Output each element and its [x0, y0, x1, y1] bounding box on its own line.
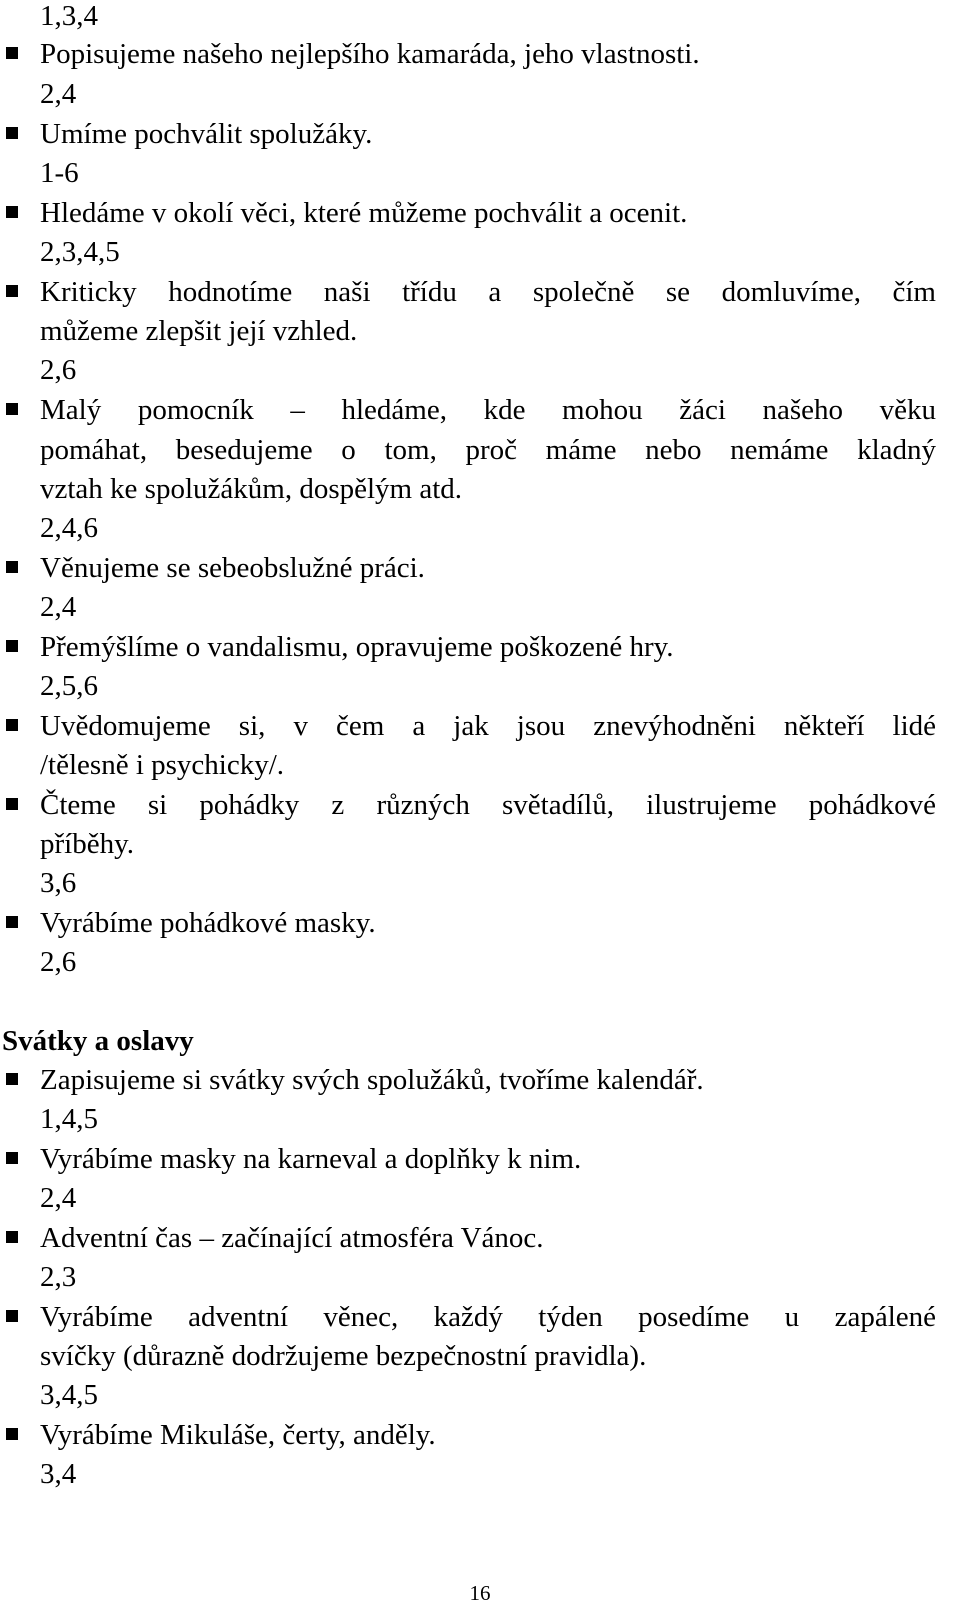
list-item: Přemýšlíme o vandalismu, opravujeme poškozené hry.	[40, 627, 936, 667]
square-bullet-icon	[6, 1428, 18, 1440]
competence-code: 2,6	[40, 354, 77, 386]
list-item: Uvědomujeme si, v čem a jak jsou znevýhodněni někteří lidé	[40, 706, 936, 746]
list-item: Čteme si pohádky z různých světadílů, ilustrujeme pohádkové	[40, 785, 936, 825]
competence-code: 3,4	[40, 1458, 77, 1490]
competence-code: 2,4,6	[40, 512, 98, 544]
square-bullet-icon	[6, 719, 18, 731]
list-item: Umíme pochválit spolužáky.	[40, 114, 936, 154]
square-bullet-icon	[6, 1310, 18, 1322]
competence-code: 2,4	[40, 591, 77, 623]
list-item-continuation: pomáhat, besedujeme o tom, proč máme nebo nemáme kladný	[40, 434, 936, 466]
square-bullet-icon	[6, 798, 18, 810]
square-bullet-icon	[6, 206, 18, 218]
square-bullet-icon	[6, 1231, 18, 1243]
competence-code: 2,6	[40, 946, 77, 978]
list-item: Vyrábíme adventní věnec, každý týden posedíme u zapálené	[40, 1297, 936, 1337]
competence-code: 2,4	[40, 1182, 77, 1214]
competence-code: 1,4,5	[40, 1103, 98, 1135]
list-item: Věnujeme se sebeobslužné práci.	[40, 548, 936, 588]
list-item: Adventní čas – začínající atmosféra Vánoc.	[40, 1218, 936, 1258]
square-bullet-icon	[6, 561, 18, 573]
list-item-continuation: vztah ke spolužákům, dospělým atd.	[40, 473, 463, 505]
list-item: Malý pomocník – hledáme, kde mohou žáci našeho věku	[40, 390, 936, 430]
list-item: Kriticky hodnotíme naši třídu a společně se domluvíme, čím	[40, 272, 936, 312]
list-item: Hledáme v okolí věci, které můžeme pochválit a ocenit.	[40, 193, 936, 233]
competence-code: 1-6	[40, 157, 79, 189]
competence-code: 3,6	[40, 867, 77, 899]
list-item-continuation: příběhy.	[40, 828, 134, 860]
section-heading: Svátky a oslavy	[2, 1025, 194, 1057]
competence-code: 2,3,4,5	[40, 236, 120, 268]
page-number: 16	[469, 1581, 491, 1605]
list-item-continuation: svíčky (důrazně dodržujeme bezpečnostní pravidla).	[40, 1340, 647, 1372]
list-item: Zapisujeme si svátky svých spolužáků, tvoříme kalendář.	[40, 1060, 936, 1100]
square-bullet-icon	[6, 403, 18, 415]
square-bullet-icon	[6, 47, 18, 59]
list-item: Vyrábíme pohádkové masky.	[40, 903, 936, 943]
list-item: Vyrábíme masky na karneval a doplňky k nim.	[40, 1139, 936, 1179]
square-bullet-icon	[6, 640, 18, 652]
competence-code: 1,3,4	[40, 0, 98, 32]
square-bullet-icon	[6, 1152, 18, 1164]
square-bullet-icon	[6, 127, 18, 139]
square-bullet-icon	[6, 1073, 18, 1085]
competence-code: 2,4	[40, 78, 77, 110]
square-bullet-icon	[6, 285, 18, 297]
list-item-continuation: /tělesně i psychicky/.	[40, 749, 285, 781]
list-item: Popisujeme našeho nejlepšího kamaráda, jeho vlastnosti.	[40, 34, 936, 74]
competence-code: 2,5,6	[40, 670, 98, 702]
competence-code: 2,3	[40, 1261, 77, 1293]
list-item: Vyrábíme Mikuláše, čerty, anděly.	[40, 1415, 936, 1455]
competence-code: 3,4,5	[40, 1379, 98, 1411]
list-item-continuation: můžeme zlepšit její vzhled.	[40, 315, 358, 347]
square-bullet-icon	[6, 916, 18, 928]
